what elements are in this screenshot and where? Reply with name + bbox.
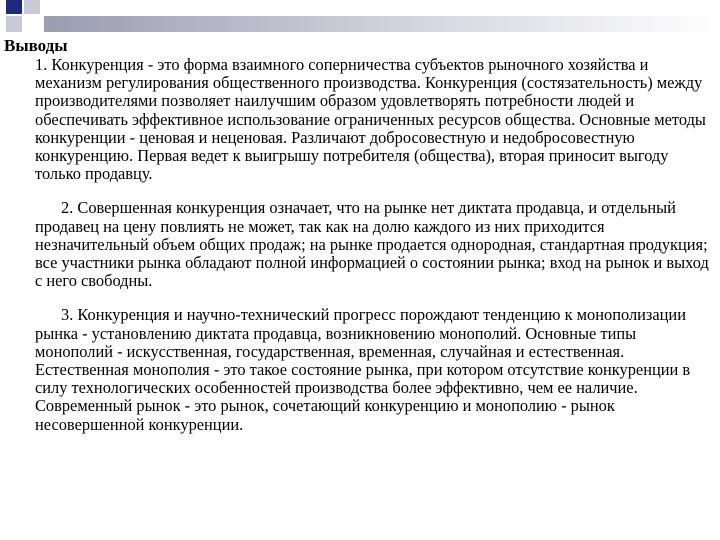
decor-square-light xyxy=(6,16,22,32)
decor-gradient-bar xyxy=(44,16,720,32)
slide-body xyxy=(35,56,715,434)
decor-square-dark xyxy=(6,0,22,14)
slide-title: Выводы xyxy=(4,36,68,55)
conclusion-paragraph-2: 2. Совершенная конкуренция означает, что на рынке нет диктата продавца, и отдельный продавец на цену повлиять не может, так как на долю каждого из них приходится незначительный объем общих продаж; на рынке продается однородная, стандартная продукция; все участники рынка обладают полной информацией о состоянии рынка; вход на рынок и выход с него свободны. xyxy=(35,198,709,291)
decor-square-light xyxy=(24,0,40,14)
header-decoration xyxy=(0,0,720,40)
conclusion-paragraph-1: 1. Конкуренция - это форма взаимного соперничества субъектов рыночного хозяйства и механизм регулирования общественного производства. Конкуренция (состязательность) между производителями позволяет наилучшим образом удовлетворять потребности людей и обеспечивать эффективное использование ограниченных ресурсов общества. Основные методы конкуренции - ценовая и неценовая. Различают добросовестную и недобросовестную конкуренцию. Первая ведет к выигрышу потребителя (общества), вторая приносит выгоду только продавцу. xyxy=(35,55,706,184)
conclusion-paragraph-3: 3. Конкуренция и научно-технический прогресс порождают тенденцию к монополизации рынка - установлению диктата продавца, возникновению монополий. Основные типы монополий - искусственная, государственная, временная, случайная и естественная. Естественная монополия - это такое состояние рынка, при котором отсутствие конкуренции в силу технологических особенностей производства более эффективно, чем ее наличие. Современный рынок - это рынок, сочетающий конкуренцию и монополию - рынок несовершенной конкуренции. xyxy=(35,305,691,434)
